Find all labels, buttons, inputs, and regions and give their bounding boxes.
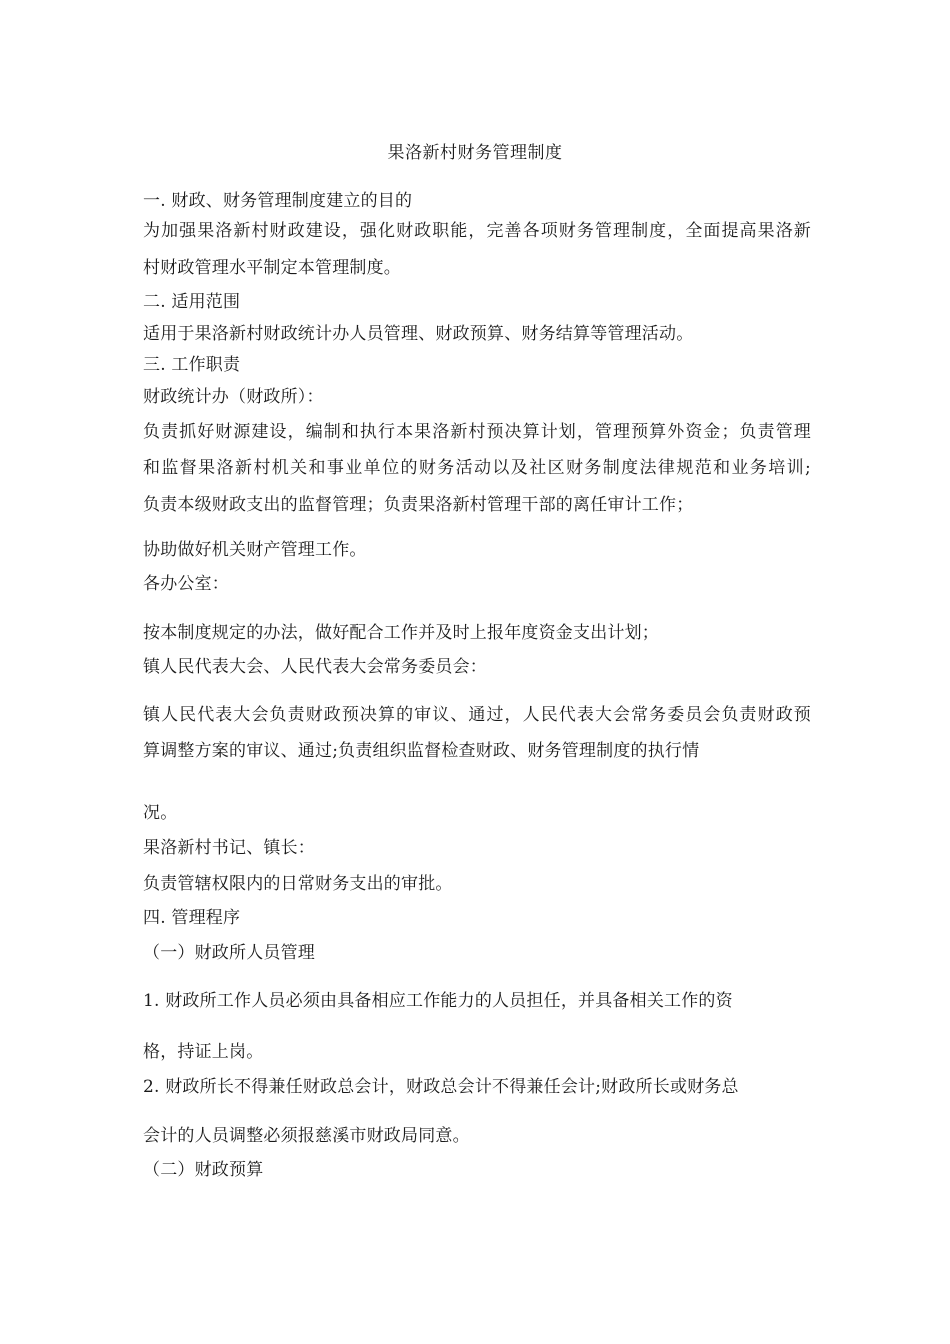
- subheading: 果洛新村书记、镇长：: [143, 838, 315, 858]
- section-heading-1: 一. 财政、财务管理制度建立的目的: [143, 191, 413, 211]
- list-item-continuation: 会计的人员调整必须报慈溪市财政局同意。: [143, 1126, 470, 1146]
- subheading: （一）财政所人员管理: [143, 943, 315, 963]
- list-item: 2. 财政所长不得兼任财政总会计，财政总会计不得兼任会计;财政所长或财务总: [143, 1077, 739, 1097]
- subheading: 镇人民代表大会、人民代表大会常务委员会：: [143, 657, 487, 677]
- list-item: 1. 财政所工作人员必须由具备相应工作能力的人员担任，并具备相关工作的资: [143, 991, 733, 1011]
- paragraph-line: 按本制度规定的办法，做好配合工作并及时上报年度资金支出计划；: [143, 623, 659, 643]
- paragraph-line: 负责本级财政支出的监督管理；负责果洛新村管理干部的离任审计工作；: [143, 495, 694, 515]
- section-heading-2: 二. 适用范围: [143, 292, 241, 312]
- paragraph-line: 村财政管理水平制定本管理制度。: [143, 258, 401, 278]
- subheading: （二）财政预算: [143, 1160, 264, 1180]
- list-item-continuation: 格，持证上岗。: [143, 1042, 264, 1062]
- paragraph-line: 镇人民代表大会负责财政预决算的审议、通过，人民代表大会常务委员会负责财政预: [143, 705, 811, 725]
- subheading: 各办公室：: [143, 574, 229, 594]
- paragraph-line: 适用于果洛新村财政统计办人员管理、财政预算、财务结算等管理活动。: [143, 324, 694, 344]
- section-heading-4: 四. 管理程序: [143, 908, 241, 928]
- paragraph-line: 和监督果洛新村机关和事业单位的财务活动以及社区财务制度法律规范和业务培训;: [143, 458, 811, 478]
- paragraph-line: 况。: [143, 803, 178, 823]
- paragraph-line: 为加强果洛新村财政建设，强化财政职能，完善各项财务管理制度，全面提高果洛新: [143, 221, 811, 241]
- document-title: 果洛新村财务管理制度: [387, 143, 563, 163]
- paragraph-line: 负责管辖权限内的日常财务支出的审批。: [143, 874, 453, 894]
- paragraph-line: 算调整方案的审议、通过;负责组织监督检查财政、财务管理制度的执行情: [143, 741, 700, 761]
- paragraph-line: 负责抓好财源建设，编制和执行本果洛新村预决算计划，管理预算外资金；负责管理: [143, 422, 811, 442]
- subheading: 财政统计办（财政所）：: [143, 387, 324, 407]
- section-heading-3: 三. 工作职责: [143, 355, 241, 375]
- paragraph-line: 协助做好机关财产管理工作。: [143, 540, 367, 560]
